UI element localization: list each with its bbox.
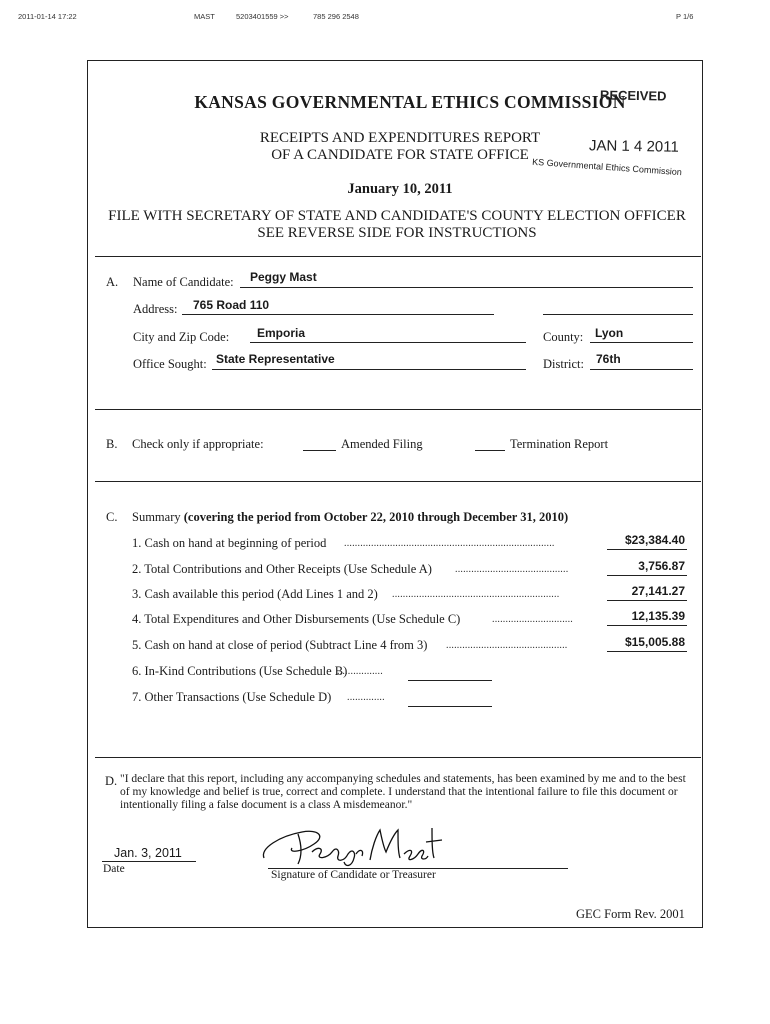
summary-line-label: 4. Total Expenditures and Other Disbursements (Use Schedule C) [132, 612, 461, 626]
summary-line-amount[interactable]: $23,384.40 [624, 533, 685, 547]
amount-line [607, 600, 687, 601]
county-line [590, 342, 693, 343]
county-label: County: [543, 330, 584, 344]
fax-page-number: P 1/6 [676, 12, 694, 21]
handwritten-signature [258, 818, 458, 870]
amount-line [607, 549, 687, 550]
fax-to-number: 785 296 2548 [313, 12, 359, 21]
summary-line-amount[interactable]: $15,005.88 [624, 635, 685, 649]
city-zip-line [250, 342, 526, 343]
district-label: District: [543, 357, 584, 371]
leader-dots: ............................................. [446, 640, 568, 651]
summary-line-label: 2. Total Contributions and Other Receipts (Use Schedule A) [132, 562, 432, 576]
check-if-appropriate-label: Check only if appropriate: [132, 437, 264, 451]
filing-instructions-line2: SEE REVERSE SIDE FOR INSTRUCTIONS [257, 225, 537, 241]
summary-heading-prefix: Summary [132, 510, 181, 524]
address-value[interactable]: 765 Road 110 [193, 298, 270, 312]
fax-header [18, 12, 698, 26]
amended-filing-checkbox[interactable] [303, 450, 336, 451]
summary-line-amount[interactable]: 12,135.39 [631, 609, 685, 623]
received-stamp: RECEIVED [599, 87, 667, 104]
declaration-text: "I declare that this report, including any accompanying schedules and statements, has been examined by me and to the best of my knowledge and belief is true, correct and complete. I understand that the intentional failure to file this document or intentionally filing a false document is a class A misdemeanor." [120, 773, 686, 811]
leader-dots: .............................................................................. [344, 538, 555, 549]
summary-line-amount[interactable]: 27,141.27 [631, 584, 685, 598]
address-label: Address: [133, 302, 178, 316]
city-zip-value[interactable]: Emporia [257, 326, 306, 340]
date-line [102, 861, 196, 862]
other-transactions-amount-line[interactable] [408, 706, 492, 707]
signature-date-value[interactable]: Jan. 3, 2011 [114, 846, 182, 860]
report-title [220, 130, 580, 164]
section-b-letter: B. [106, 437, 118, 451]
district-line [590, 369, 693, 370]
amount-line [607, 651, 687, 652]
termination-report-checkbox[interactable] [475, 450, 505, 451]
amount-line [607, 575, 687, 576]
summary-heading [132, 510, 568, 525]
summary-line-label: 3. Cash available this period (Add Lines 1 and 2) [132, 587, 378, 601]
report-title-line1: RECEIPTS AND EXPENDITURES REPORT [259, 130, 541, 146]
form-revision: GEC Form Rev. 2001 [576, 907, 685, 921]
summary-period: (covering the period from October 22, 2010 through December 31, 2010) [183, 510, 569, 524]
section-c-letter: C. [106, 510, 118, 524]
divider [95, 409, 701, 410]
signature-label: Signature of Candidate or Treasurer [271, 869, 436, 881]
fax-from-number: 5203401559 >> [236, 12, 289, 21]
divider [95, 757, 701, 758]
section-a-letter: A. [106, 275, 119, 289]
summary-line-amount[interactable]: 3,756.87 [638, 559, 685, 573]
in-kind-amount-line[interactable] [408, 680, 492, 681]
summary-line-label: 5. Cash on hand at close of period (Subtract Line 4 from 3) [132, 638, 428, 652]
divider [95, 256, 701, 257]
office-sought-line [212, 369, 526, 370]
leader-dots: .............. [347, 692, 385, 703]
date-label: Date [103, 863, 125, 875]
filing-instructions-line1: FILE WITH SECRETARY OF STATE AND CANDIDATE'S COUNTY ELECTION OFFICER [108, 208, 686, 224]
leader-dots: .............................................................. [392, 589, 560, 600]
amount-line [607, 625, 687, 626]
leader-dots: ................. [337, 666, 383, 677]
city-zip-label: City and Zip Code: [133, 330, 230, 344]
amended-filing-label: Amended Filing [341, 437, 423, 451]
report-date: January 10, 2011 [347, 181, 453, 197]
summary-line-label: 6. In-Kind Contributions (Use Schedule B) [132, 664, 348, 678]
divider [95, 481, 701, 482]
report-title-line2: OF A CANDIDATE FOR STATE OFFICE [271, 147, 529, 163]
leader-dots: .......................................... [455, 564, 569, 575]
leader-dots: .............................. [492, 614, 573, 625]
termination-report-label: Termination Report [510, 437, 609, 451]
candidate-name-value[interactable]: Peggy Mast [250, 270, 317, 284]
fax-datetime: 2011-01-14 17:22 [18, 12, 77, 21]
office-sought-value[interactable]: State Representative [216, 352, 335, 366]
received-stamp-commission: KS Governmental Ethics Commission [531, 156, 683, 178]
office-sought-label: Office Sought: [133, 357, 207, 371]
district-value[interactable]: 76th [596, 352, 621, 366]
summary-line-label: 7. Other Transactions (Use Schedule D) [132, 690, 332, 704]
candidate-name-line [240, 287, 693, 288]
address-extra-line [543, 314, 693, 315]
filing-instructions [92, 208, 702, 242]
county-value[interactable]: Lyon [595, 326, 624, 340]
fax-sender: MAST [194, 12, 215, 21]
section-d-letter: D. [105, 774, 118, 788]
commission-title: KANSAS GOVERNMENTAL ETHICS COMMISSION [194, 92, 626, 112]
summary-line-label: 1. Cash on hand at beginning of period [132, 536, 327, 550]
candidate-name-label: Name of Candidate: [133, 275, 234, 289]
received-stamp-date: JAN 1 4 2011 [588, 137, 679, 156]
address-line [182, 314, 494, 315]
